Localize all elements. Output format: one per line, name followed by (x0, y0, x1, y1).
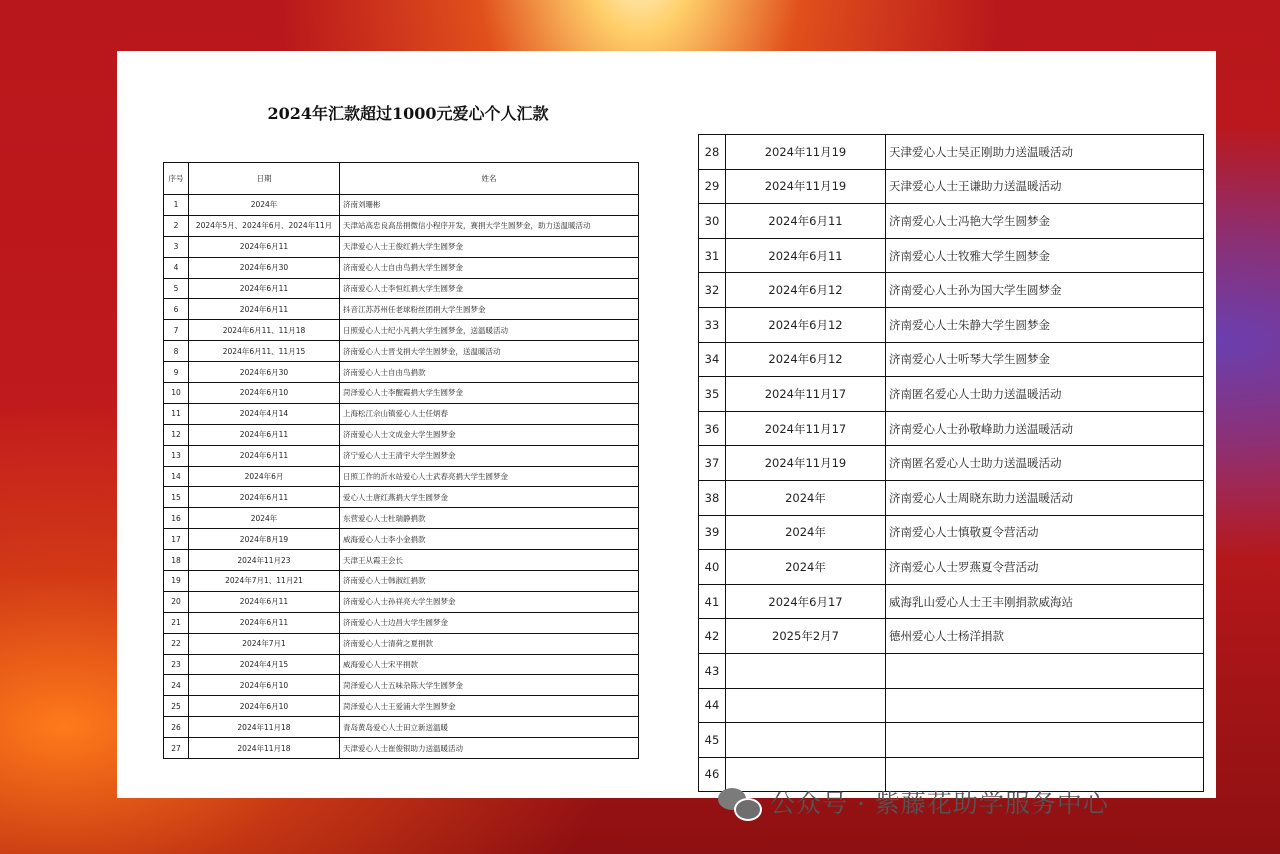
table-row (699, 515, 1204, 550)
row-date: 2024年11月19 (726, 446, 886, 481)
row-donor: 德州爱心人士杨洋捐款 (886, 619, 1204, 654)
row-donor: 天津爱心人士吴正刚助力送温暖活动 (886, 135, 1204, 170)
row-donor: 威海爱心人士宋平捐款 (340, 654, 639, 675)
table-row (699, 446, 1204, 481)
row-date: 2024年 (726, 550, 886, 585)
row-index: 43 (699, 653, 726, 688)
row-donor: 天津王从霞王会长 (340, 550, 639, 571)
row-donor: 济南爱心人士李恒红捐大学生圆梦金 (340, 278, 639, 299)
table-row (164, 445, 639, 466)
row-index: 15 (164, 487, 189, 508)
row-donor: 济南爱心人士韩淑红捐款 (340, 571, 639, 592)
row-donor: 济南匿名爱心人士助力送温暖活动 (886, 377, 1204, 412)
table-row (164, 424, 639, 445)
row-index: 17 (164, 529, 189, 550)
row-date: 2024年6月11、11月18 (189, 320, 340, 341)
row-index: 42 (699, 619, 726, 654)
row-index: 35 (699, 377, 726, 412)
header-index: 序号 (164, 163, 189, 195)
row-donor: 菏泽爱心人士王爱浦大学生圆梦金 (340, 696, 639, 717)
row-date (726, 688, 886, 723)
table-row (164, 612, 639, 633)
row-index: 16 (164, 508, 189, 529)
table-row (164, 466, 639, 487)
row-donor (886, 653, 1204, 688)
row-index: 10 (164, 383, 189, 404)
row-donor (886, 688, 1204, 723)
row-date: 2024年6月11 (189, 299, 340, 320)
row-index: 46 (699, 757, 726, 792)
row-index: 22 (164, 633, 189, 654)
row-date: 2024年7月1、11月21 (189, 571, 340, 592)
table-row (164, 675, 639, 696)
row-index: 25 (164, 696, 189, 717)
row-index: 21 (164, 612, 189, 633)
table-row (164, 236, 639, 257)
row-donor: 济南爱心人士冯艳大学生圆梦金 (886, 204, 1204, 239)
table-row (699, 273, 1204, 308)
table-row (164, 654, 639, 675)
row-date: 2024年6月11 (189, 278, 340, 299)
row-index: 38 (699, 480, 726, 515)
row-index: 18 (164, 550, 189, 571)
table-row (164, 633, 639, 654)
table-header-row (164, 163, 639, 195)
header-date: 日期 (189, 163, 340, 195)
row-donor: 济南爱心人士晋戈捐大学生圆梦金，送温暖活动 (340, 341, 639, 362)
row-date: 2024年 (189, 195, 340, 216)
row-donor: 爱心人士唐红燕捐大学生圆梦金 (340, 487, 639, 508)
wechat-watermark (716, 782, 1256, 822)
row-donor: 威海乳山爱心人士王丰刚捐款威海站 (886, 584, 1204, 619)
row-date: 2025年2月7 (726, 619, 886, 654)
donor-table-right (698, 134, 1204, 792)
row-date: 2024年5月、2024年6月、2024年11月 (189, 215, 340, 236)
table-row (164, 195, 639, 216)
table-row (699, 550, 1204, 585)
row-date: 2024年6月11 (726, 238, 886, 273)
row-index: 39 (699, 515, 726, 550)
row-index: 2 (164, 215, 189, 236)
row-index: 7 (164, 320, 189, 341)
row-donor (886, 723, 1204, 758)
row-index: 19 (164, 571, 189, 592)
row-index: 3 (164, 236, 189, 257)
table-row (164, 383, 639, 404)
row-index: 14 (164, 466, 189, 487)
table-row (699, 619, 1204, 654)
row-donor: 济南爱心人士听琴大学生圆梦金 (886, 342, 1204, 377)
table-row (164, 738, 639, 759)
row-date: 2024年6月10 (189, 696, 340, 717)
row-date: 2024年6月11 (189, 612, 340, 633)
table-row (699, 723, 1204, 758)
row-donor: 济南爱心人士边昌大学生圆梦金 (340, 612, 639, 633)
row-donor: 济南爱心人士孙敬峰助力送温暖活动 (886, 411, 1204, 446)
document-title: 2024年汇款超过1000元爱心个人汇款 (267, 104, 549, 123)
row-donor: 东营爱心人士杜瑞静捐款 (340, 508, 639, 529)
row-date: 2024年6月12 (726, 273, 886, 308)
table-row (699, 135, 1204, 170)
row-donor: 济南爱心人士周晓东助力送温暖活动 (886, 480, 1204, 515)
row-index: 5 (164, 278, 189, 299)
row-index: 6 (164, 299, 189, 320)
row-date: 2024年 (189, 508, 340, 529)
row-index: 8 (164, 341, 189, 362)
table-row (699, 411, 1204, 446)
row-date: 2024年11月17 (726, 411, 886, 446)
row-index: 34 (699, 342, 726, 377)
table-row (164, 257, 639, 278)
table-row (699, 688, 1204, 723)
row-date: 2024年6月11 (189, 424, 340, 445)
table-row (164, 508, 639, 529)
row-date: 2024年4月15 (189, 654, 340, 675)
row-date: 2024年11月19 (726, 135, 886, 170)
row-index: 9 (164, 362, 189, 383)
table-row (699, 238, 1204, 273)
row-date: 2024年11月18 (189, 717, 340, 738)
row-index: 29 (699, 169, 726, 204)
row-donor: 日照爱心人士纪小凡捐大学生圆梦金，送温暖活动 (340, 320, 639, 341)
row-date: 2024年 (726, 480, 886, 515)
row-donor: 抖音江苏苏州任老球粉丝团捐大学生圆梦金 (340, 299, 639, 320)
watermark-text: 公众号 · 紫藤花助学服务中心 (770, 789, 1109, 818)
row-date: 2024年7月1 (189, 633, 340, 654)
row-index: 20 (164, 591, 189, 612)
row-donor: 济南爱心人士清荷之夏捐款 (340, 633, 639, 654)
row-date: 2024年11月17 (726, 377, 886, 412)
table-row (699, 204, 1204, 239)
row-index: 30 (699, 204, 726, 239)
row-date: 2024年6月11 (189, 487, 340, 508)
header-name: 姓名 (340, 163, 639, 195)
row-index: 23 (164, 654, 189, 675)
table-row (699, 169, 1204, 204)
row-donor: 济南爱心人士罗燕夏令营活动 (886, 550, 1204, 585)
row-index: 4 (164, 257, 189, 278)
row-date: 2024年6月30 (189, 362, 340, 383)
row-index: 44 (699, 688, 726, 723)
row-donor: 济南匿名爱心人士助力送温暖活动 (886, 446, 1204, 481)
row-index: 36 (699, 411, 726, 446)
row-donor: 威海爱心人士李小金捐款 (340, 529, 639, 550)
table-row (164, 278, 639, 299)
row-date: 2024年6月12 (726, 307, 886, 342)
table-row (164, 529, 639, 550)
row-date: 2024年8月19 (189, 529, 340, 550)
row-donor: 天津爱心人士王谦助力送温暖活动 (886, 169, 1204, 204)
table-row (164, 591, 639, 612)
row-date: 2024年11月23 (189, 550, 340, 571)
row-donor: 天津站高忠良高岳捐微信小程序开发，赛捐大学生圆梦金，助力送温暖活动 (340, 215, 639, 236)
row-donor: 济南刘珊彬 (340, 195, 639, 216)
table-row (164, 362, 639, 383)
table-row (164, 403, 639, 424)
row-index: 27 (164, 738, 189, 759)
row-date: 2024年4月14 (189, 403, 340, 424)
row-index: 40 (699, 550, 726, 585)
table-row (164, 341, 639, 362)
table-row (699, 377, 1204, 412)
row-index: 1 (164, 195, 189, 216)
row-donor: 济南爱心人士朱静大学生圆梦金 (886, 307, 1204, 342)
row-donor: 菏泽爱心人士李醒霞捐大学生圆梦金 (340, 383, 639, 404)
row-date: 2024年11月18 (189, 738, 340, 759)
row-donor: 日照工作的沂水站爱心人士武春亮捐大学生圆梦金 (340, 466, 639, 487)
row-index: 11 (164, 403, 189, 424)
table-row (164, 487, 639, 508)
table-row (164, 717, 639, 738)
row-index: 33 (699, 307, 726, 342)
row-index: 13 (164, 445, 189, 466)
table-row (699, 653, 1204, 688)
row-index: 31 (699, 238, 726, 273)
row-date: 2024年 (726, 515, 886, 550)
table-row (164, 550, 639, 571)
row-date: 2024年6月11 (726, 204, 886, 239)
row-donor: 济南爱心人士文成金大学生圆梦金 (340, 424, 639, 445)
row-date: 2024年6月 (189, 466, 340, 487)
row-donor: 济南爱心人士自由鸟捐大学生圆梦金 (340, 257, 639, 278)
row-date: 2024年6月10 (189, 675, 340, 696)
table-row (164, 696, 639, 717)
table-row (164, 299, 639, 320)
row-date: 2024年6月30 (189, 257, 340, 278)
row-donor: 济宁爱心人士王清宇大学生圆梦金 (340, 445, 639, 466)
table-row (699, 342, 1204, 377)
table-row (164, 215, 639, 236)
row-index: 28 (699, 135, 726, 170)
row-index: 45 (699, 723, 726, 758)
table-row (164, 320, 639, 341)
row-index: 41 (699, 584, 726, 619)
row-index: 12 (164, 424, 189, 445)
row-donor: 菏泽爱心人士五味杂陈大学生圆梦金 (340, 675, 639, 696)
row-date: 2024年6月11 (189, 445, 340, 466)
row-date: 2024年11月19 (726, 169, 886, 204)
table-row (699, 584, 1204, 619)
row-index: 37 (699, 446, 726, 481)
row-index: 32 (699, 273, 726, 308)
row-date: 2024年6月11 (189, 236, 340, 257)
row-date: 2024年6月12 (726, 342, 886, 377)
row-donor: 上海松江佘山镇爱心人士任炳春 (340, 403, 639, 424)
row-date (726, 723, 886, 758)
table-row (699, 307, 1204, 342)
row-date: 2024年6月17 (726, 584, 886, 619)
row-donor: 济南爱心人士牧雅大学生圆梦金 (886, 238, 1204, 273)
row-date: 2024年6月11 (189, 591, 340, 612)
row-donor: 济南爱心人士慎敬夏令营活动 (886, 515, 1204, 550)
wechat-icon (716, 786, 762, 818)
table-row (699, 480, 1204, 515)
row-date: 2024年6月11、11月15 (189, 341, 340, 362)
donor-table-left (163, 162, 639, 759)
row-date (726, 653, 886, 688)
row-date: 2024年6月10 (189, 383, 340, 404)
row-donor: 济南爱心人士孙祥亮大学生圆梦金 (340, 591, 639, 612)
table-row (164, 571, 639, 592)
row-donor: 天津爱心人士崔俊银助力送温暖活动 (340, 738, 639, 759)
row-index: 24 (164, 675, 189, 696)
row-donor: 天津爱心人士王俊红捐大学生圆梦金 (340, 236, 639, 257)
row-index: 26 (164, 717, 189, 738)
row-donor: 青岛黄岛爱心人士田立新送温暖 (340, 717, 639, 738)
row-donor: 济南爱心人士自由鸟捐款 (340, 362, 639, 383)
row-donor: 济南爱心人士孙为国大学生圆梦金 (886, 273, 1204, 308)
